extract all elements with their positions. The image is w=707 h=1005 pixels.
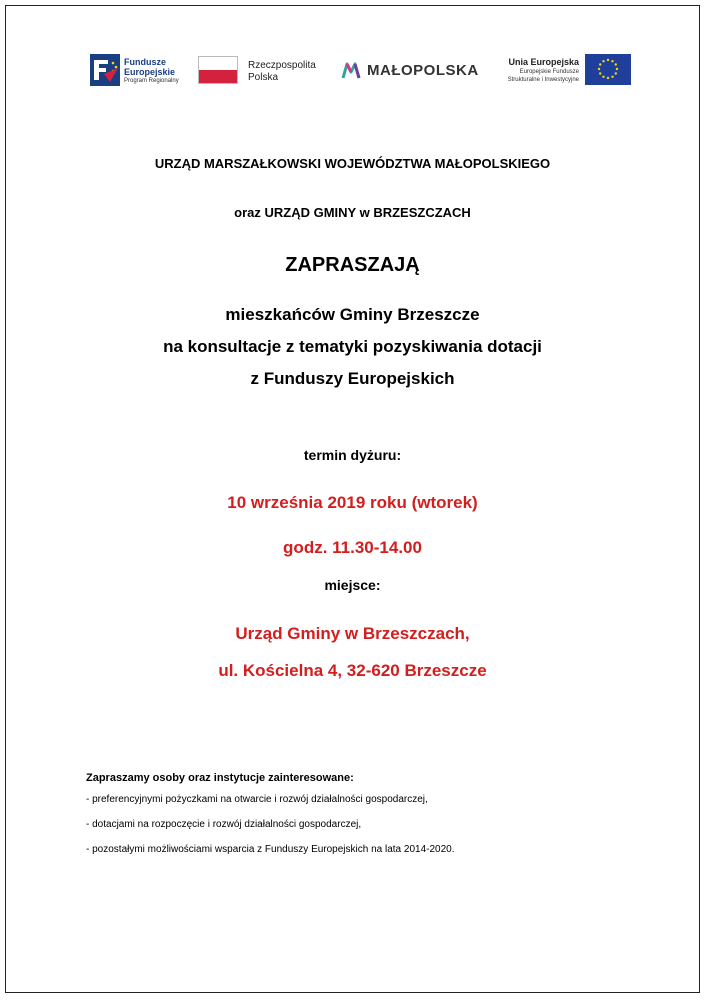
unia-line3: Strukturalne i Inwestycyjne xyxy=(507,77,579,83)
malopolska-text: MAŁOPOLSKA xyxy=(367,62,479,79)
intro-line: na konsultacje z tematyki pozyskiwania dotacji xyxy=(163,337,542,356)
rzeczpospolita-logo xyxy=(198,50,328,94)
term-label: termin dyżuru: xyxy=(303,447,402,463)
intro-line: z Funduszy Europejskich xyxy=(250,369,455,388)
details-item: - preferencyjnymi pożyczkami na otwarcie i rozwój działalności gospodarczej, xyxy=(86,794,428,805)
poster-page xyxy=(5,5,700,993)
invitation-details xyxy=(86,772,646,869)
details-item: - dotacjami na rozpoczęcie i rozwój działalności gospodarczej, xyxy=(86,819,362,830)
rzeczpospolita-line2: Polska xyxy=(248,72,279,83)
intro-line: mieszkańców Gminy Brzeszcze xyxy=(225,305,480,324)
intro-block xyxy=(6,299,699,395)
rzeczpospolita-line1: Rzeczpospolita xyxy=(248,60,316,71)
fundusze-line1: Fundusze xyxy=(124,57,166,67)
place-line1: Urząd Gminy w Brzeszczach, xyxy=(235,624,470,643)
polish-flag-icon xyxy=(198,56,238,84)
organizer-line2: oraz URZĄD GMINY w BRZESZCZACH xyxy=(234,205,471,220)
invite-heading: ZAPRASZAJĄ xyxy=(285,254,420,276)
details-lead: Zapraszamy osoby oraz instytucje zainteresowane: xyxy=(86,772,354,784)
malopolska-logo xyxy=(341,50,481,94)
eu-flag-icon xyxy=(585,54,631,85)
details-item: - pozostałymi możliwościami wsparcia z Funduszy Europejskich na lata 2014-2020. xyxy=(86,844,455,855)
event-date: 10 września 2019 roku (wtorek) xyxy=(227,493,478,512)
fundusze-europejskie-logo xyxy=(86,50,186,94)
malopolska-icon xyxy=(341,60,361,80)
fundusze-line2: Europejskie xyxy=(124,67,176,77)
place-label: miejsce: xyxy=(324,577,381,593)
unia-line2: Europejskie Fundusze xyxy=(519,69,579,75)
logo-bar xyxy=(86,50,631,94)
organizer-line1: URZĄD MARSZAŁKOWSKI WOJEWÓDZTWA MAŁOPOLSKIEGO xyxy=(154,156,551,171)
event-hours: godz. 11.30-14.00 xyxy=(283,538,422,557)
unia-europejska-logo xyxy=(500,50,631,94)
unia-line1: Unia Europejska xyxy=(508,57,579,67)
fundusze-line3: Program Regionalny xyxy=(124,78,179,84)
place-line2: ul. Kościelna 4, 32-620 Brzeszcze xyxy=(218,661,487,680)
fundusze-europejskie-icon xyxy=(90,54,120,86)
